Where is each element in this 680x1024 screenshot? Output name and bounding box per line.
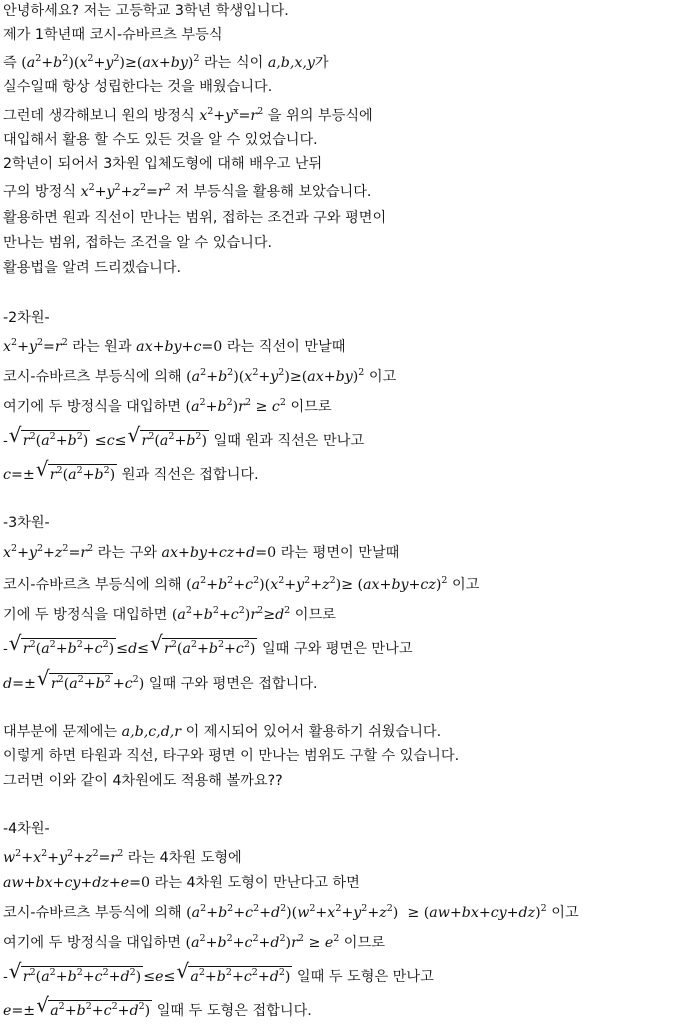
sec4-text: 일때 두 도형은 만나고 [296, 969, 434, 985]
sec3-text: 일때 구와 평면은 만나고 [261, 641, 413, 657]
intro-line-5 [3, 107, 373, 125]
sphere-equation: $x^2+y^2+z^2=r^2$ [3, 543, 94, 561]
intro-text: 가 [314, 55, 329, 71]
sec4-text: 코시-슈바르츠 부등식에 의해 [3, 905, 182, 921]
sec2-line-3 [3, 398, 332, 416]
substituted-inequality: $(a^2+b^2+c^2+d^2)r^2 \ge e^2$ [185, 933, 340, 951]
intro-line-6: 대입해서 활용 할 수도 있든 것을 알 수 있었습니다. [3, 132, 318, 148]
intro-text: 저 부등식을 활용해 보았습니다. [175, 184, 372, 200]
substituted-inequality: $(a^2+b^2)r^2 \ge c^2$ [185, 397, 286, 415]
hypersphere-equation: $w^2+x^2+y^2+z^2=r^2$ [3, 848, 124, 866]
sec2-line-5 [3, 457, 259, 484]
sec4-line-6 [3, 993, 312, 1020]
sec4-line-2 [3, 874, 360, 892]
sec4-text: 라는 4차원 도형이 만난다고 하면 [154, 875, 360, 891]
sec3-line-5 [3, 666, 318, 693]
sec2-text: 라는 원과 [72, 339, 132, 355]
sec2-text: 여기에 두 방정식을 대입하면 [3, 399, 181, 415]
intro-text: 즉 [3, 55, 17, 71]
sphere-equation: $x^2+y^2+z^2=r^2$ [80, 182, 171, 200]
sec4-text: 일때 두 도형은 접합니다. [156, 1003, 312, 1019]
sec2-line-4 [3, 423, 365, 450]
intro-line-11: 활용법을 알려 드리겠습니다. [3, 260, 181, 276]
cauchy-schwarz-formula: $(a^2+b^2+c^2)(x^2+y^2+z^2)\ge (ax+by+cz)^2$ [186, 575, 448, 593]
intro-line-3 [3, 54, 329, 72]
sec3-text: 라는 구와 [97, 545, 158, 561]
intro-line-9: 활용하면 원과 직선이 만나는 범위, 접하는 조건과 구와 평면이 [3, 210, 387, 226]
circle-equation: $x^2+y^x=r^2$ [199, 106, 264, 124]
variables-math: a,b,x,y [267, 55, 315, 71]
intro-line-2: 제가 1학년때 코시-슈바르츠 부등식 [3, 27, 223, 43]
sec2-text: 일때 원과 직선은 만나고 [213, 433, 365, 449]
mid-text: 대부분에 문제에는 [3, 724, 118, 740]
sec4-text: 여기에 두 방정식을 대입하면 [3, 935, 181, 951]
cauchy-schwarz-formula: $(a^2+b^2)(x^2+y^2)\ge(ax+by)^2$ [186, 367, 365, 385]
sec4-line-4 [3, 934, 385, 952]
intro-line-4: 실수일때 항상 성립한다는 것을 배웠습니다. [3, 79, 273, 95]
intro-line-1: 안녕하세요? 저는 고등학교 3학년 학생입니다. [3, 3, 289, 19]
mid-line-3: 그러면 이와 같이 4차원에도 적용해 볼까요?? [3, 773, 283, 789]
intro-text: 구의 방정식 [3, 184, 77, 200]
tangent-condition: e=± √ $a^2+b^2+c^2+d^2$) [3, 993, 151, 1019]
variables-math: a,b,c,d,r [121, 724, 182, 740]
mid-line-1 [3, 723, 441, 741]
sec3-text: 기에 두 방정식을 대입하면 [3, 607, 168, 623]
sec2-text: 이고 [368, 369, 397, 385]
intro-text: 라는 식이 [203, 55, 264, 71]
sec4-text: 이므로 [343, 935, 385, 951]
range-inequality: - √ $r^2(a^2+b^2+c^2) \le d\le$ √ $r^2(a^2+b^2+c^2)$ [3, 631, 256, 657]
section-3d-heading: -3차원- [3, 515, 50, 531]
intro-line-8 [3, 183, 371, 201]
sec4-text: 라는 4차원 도형에 [127, 850, 242, 866]
sec4-text: 이고 [551, 905, 579, 921]
sec2-text: 라는 직선이 만날때 [226, 339, 346, 355]
sec3-line-4 [3, 631, 413, 658]
intro-line-7: 2학년이 되어서 3차원 입체도형에 대해 배우고 난뒤 [3, 156, 323, 172]
sec3-text: 이고 [451, 577, 480, 593]
sec3-text: 일때 구와 평면은 접합니다. [148, 676, 318, 692]
sec4-line-1 [3, 849, 242, 867]
sec2-text: 이므로 [290, 399, 332, 415]
sec4-line-3 [3, 904, 579, 922]
sec2-line-1 [3, 338, 346, 356]
tangent-condition: d=± √ $r^2(a^2+b^2 +c^2)$ [3, 666, 145, 692]
sec3-text: 코시-슈바르츠 부등식에 의해 [3, 577, 182, 593]
mid-line-2: 이렇게 하면 타원과 직선, 타구와 평면 이 만나는 범위도 구할 수 있습니다. [3, 748, 460, 764]
sec3-line-3 [3, 606, 336, 624]
sec2-text: 원과 직선은 접합니다. [121, 467, 259, 483]
range-inequality: - √ $r^2(a^2+b^2) \le c\le$ √ $r^2(a^2+b^2)$ [3, 423, 208, 449]
section-2d-heading: -2차원- [3, 310, 50, 326]
intro-text: 그런데 생각해보니 원의 방정식 [3, 108, 195, 124]
sec2-line-2 [3, 368, 396, 386]
intro-text: 을 위의 부등식에 [267, 108, 373, 124]
cauchy-schwarz-formula: $(a^2+b^2+c^2+d^2)(w^2+x^2+y^2+z^2) \ge (aw+bx+cy+dz)^2$ [186, 903, 547, 921]
sec4-line-5 [3, 959, 434, 986]
plane-equation: ax+by+cz+d=0 [161, 545, 277, 561]
hyperplane-equation: aw+bx+cy+dz+e=0 [3, 875, 151, 891]
intro-line-10: 만나는 범위, 접하는 조건을 알 수 있습니다. [3, 235, 273, 251]
sec3-text: 이므로 [294, 607, 336, 623]
cauchy-schwarz-formula: $(a^2+b^2)(x^2+y^2)\ge(ax+by)^2$ [21, 53, 200, 71]
sec3-text: 라는 평면이 만날때 [280, 545, 400, 561]
substituted-inequality: $(a^2+b^2+c^2)r^2\ge d^2$ [171, 605, 291, 623]
circle-equation: $x^2+y^2=r^2$ [3, 337, 68, 355]
sec3-line-1 [3, 544, 399, 562]
line-equation: ax+by+c=0 [136, 339, 223, 355]
section-4d-heading: -4차원- [3, 821, 50, 837]
sec3-line-2 [3, 576, 479, 594]
range-inequality: - √ $r^2(a^2+b^2+c^2+d^2) \le e\le$ √ $a^2+b^2+c^2+d^2$) [3, 959, 291, 985]
sec2-text: 코시-슈바르츠 부등식에 의해 [3, 369, 182, 385]
tangent-condition: c=± √ $r^2(a^2+b^2)$ [3, 457, 116, 483]
mid-text: 이 제시되어 있어서 활용하기 쉬웠습니다. [185, 724, 442, 740]
